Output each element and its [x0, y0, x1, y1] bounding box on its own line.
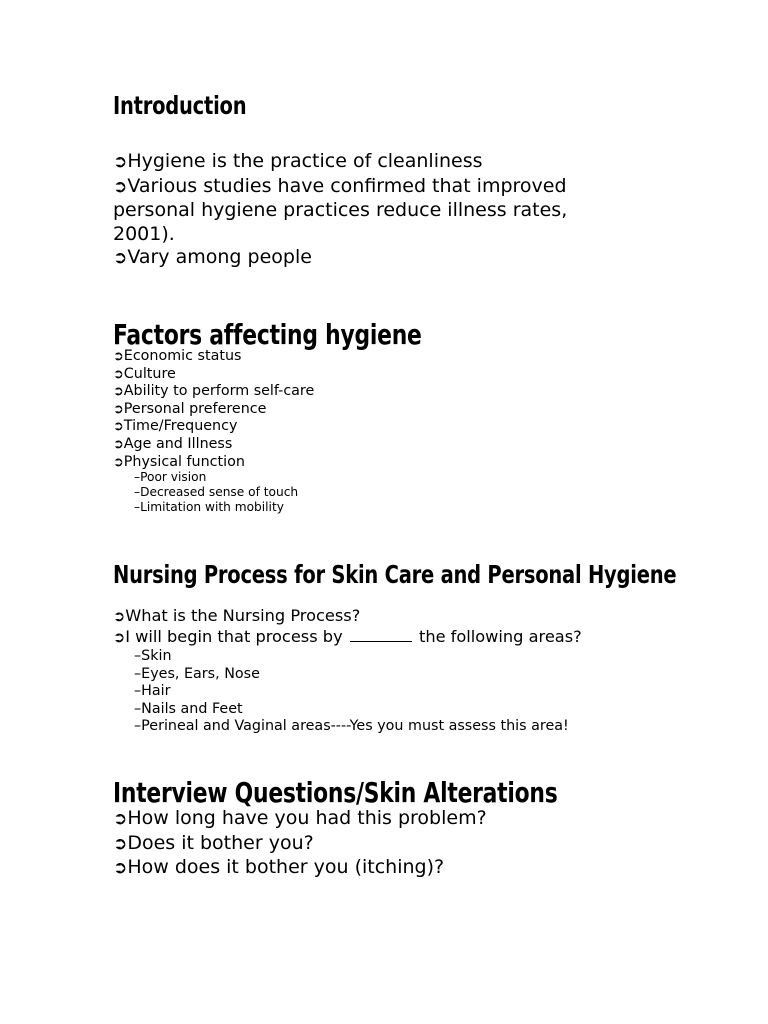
- list-item: ➲Various studies have confirmed that improved personal hygiene practices reduce illness rates, 2001).: [113, 174, 568, 245]
- sublist-item: –Eyes, Ears, Nose: [134, 665, 260, 682]
- assessment-areas-sublist: [113, 648, 569, 736]
- list-item: ➲Age and Illness: [113, 435, 233, 452]
- list-item: ➲Physical function: [113, 453, 245, 470]
- sublist-item: –Poor vision: [134, 470, 207, 484]
- sublist-item: –Limitation with mobility: [134, 500, 284, 514]
- arrow-bullet-icon: ➲: [113, 248, 128, 268]
- arrow-bullet-icon: ➲: [113, 419, 124, 435]
- sublist-item: –Nails and Feet: [134, 700, 243, 717]
- sublist-item: –Skin: [134, 648, 172, 664]
- section-title-interview-questions: Interview Questions/Skin Alterations: [113, 776, 558, 809]
- list-item: ➲I will begin that process by the following areas?: [113, 627, 582, 646]
- dash-bullet: –: [134, 470, 141, 484]
- section-title-factors: Factors affecting hygiene: [113, 318, 422, 351]
- list-item: ➲Ability to perform self-care: [113, 383, 315, 400]
- dash-bullet: –: [134, 718, 142, 734]
- section-title-nursing-process: Nursing Process for Skin Care and Personal Hygiene: [113, 560, 677, 589]
- sublist-item: –Hair: [134, 683, 171, 699]
- list-item: ➲Does it bother you?: [113, 831, 314, 854]
- arrow-bullet-icon: ➲: [113, 833, 128, 854]
- factors-list: [113, 348, 314, 471]
- introduction-list: [113, 150, 603, 271]
- dash-bullet: –: [134, 648, 142, 664]
- list-item: ➲How long have you had this problem?: [113, 807, 487, 829]
- arrow-bullet-icon: ➲: [113, 454, 124, 470]
- list-item: ➲What is the Nursing Process?: [113, 606, 361, 625]
- list-item: ➲How does it bother you (itching)?: [113, 856, 445, 878]
- list-item: ➲Vary among people: [113, 246, 312, 268]
- list-item: ➲Hygiene is the practice of cleanliness: [113, 150, 483, 172]
- sublist-item: –Perineal and Vaginal areas----Yes you must assess this area!: [134, 718, 569, 734]
- arrow-bullet-icon: ➲: [113, 349, 124, 364]
- nursing-process-list: [113, 606, 582, 648]
- dash-bullet: –: [134, 665, 142, 682]
- arrow-bullet-icon: ➲: [113, 384, 124, 400]
- arrow-bullet-icon: ➲: [113, 809, 128, 829]
- arrow-bullet-icon: ➲: [113, 152, 128, 172]
- arrow-bullet-icon: ➲: [113, 436, 124, 452]
- list-item: ➲Culture: [113, 365, 176, 382]
- section-title-introduction: Introduction: [113, 91, 247, 120]
- arrow-bullet-icon: ➲: [113, 176, 128, 197]
- interview-questions-list: [113, 807, 487, 881]
- physical-function-sublist: [113, 470, 298, 515]
- dash-bullet: –: [134, 700, 142, 717]
- list-item: ➲Personal preference: [113, 400, 267, 417]
- list-item: ➲Economic status: [113, 348, 242, 364]
- dash-bullet: –: [134, 485, 141, 499]
- list-item: ➲Time/Frequency: [113, 418, 238, 435]
- arrow-bullet-icon: ➲: [113, 366, 124, 382]
- arrow-bullet-icon: ➲: [113, 858, 128, 878]
- fill-in-blank: [350, 629, 412, 642]
- arrow-bullet-icon: ➲: [113, 401, 124, 417]
- dash-bullet: –: [134, 683, 142, 699]
- dash-bullet: –: [134, 500, 141, 514]
- arrow-bullet-icon: ➲: [113, 629, 126, 646]
- arrow-bullet-icon: ➲: [113, 608, 126, 625]
- sublist-item: –Decreased sense of touch: [134, 485, 299, 499]
